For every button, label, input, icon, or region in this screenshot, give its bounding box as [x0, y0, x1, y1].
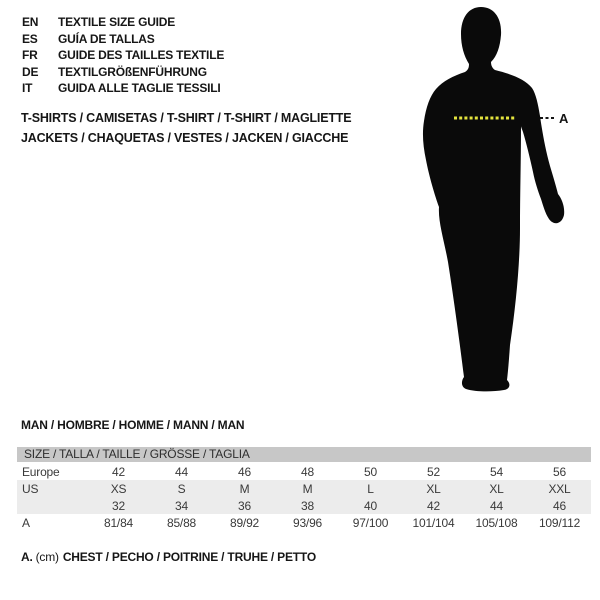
size-cell: 32 [112, 498, 125, 513]
size-cell: S [177, 481, 186, 496]
language-code: FR [22, 48, 38, 63]
table-row-chest-cm [17, 514, 591, 531]
size-cell: XS [110, 481, 127, 496]
language-code: EN [22, 15, 39, 29]
language-label: GUIDE DES TAILLES TEXTILE [58, 48, 225, 63]
size-cell: 89/92 [229, 515, 260, 530]
category-tshirts: T-SHIRTS / CAMISETAS / T-SHIRT / T-SHIRT / MAGLIETTE [21, 111, 352, 125]
size-cell: XL [489, 481, 504, 496]
language-row-it [22, 80, 224, 97]
footnote-measure-letter: A. [21, 550, 33, 564]
language-row-de [22, 64, 224, 81]
size-cell: 46 [238, 464, 251, 479]
row-label: Europe [22, 464, 60, 479]
language-label: GUIDA ALLE TAGLIE TESSILI [58, 81, 221, 96]
language-row-en [22, 14, 224, 31]
size-cell: XL [426, 481, 441, 496]
man-silhouette-figure [398, 0, 600, 400]
size-cell: 101/104 [412, 515, 455, 530]
size-cell: 93/96 [292, 515, 323, 530]
language-code: ES [22, 31, 38, 46]
size-table [17, 447, 591, 531]
footnote-unit: (cm) [35, 550, 59, 564]
size-cell: 38 [301, 498, 314, 513]
language-label: TEXTILE SIZE GUIDE [58, 15, 176, 29]
language-list [22, 14, 224, 97]
size-cell: 50 [364, 464, 377, 479]
size-cell: 105/108 [475, 515, 518, 530]
language-code: DE [22, 64, 39, 79]
size-table-header: SIZE / TALLA / TAILLE / GRÖSSE / TAGLIA [17, 447, 591, 462]
size-cell: 97/100 [352, 515, 389, 530]
size-cell: 54 [490, 464, 503, 479]
measurement-footnote [21, 550, 316, 564]
gender-label: MAN / HOMBRE / HOMME / MANN / MAN [21, 418, 245, 432]
table-row-us-numbers [17, 497, 591, 514]
language-code: IT [22, 81, 33, 96]
size-cell: 36 [238, 498, 251, 513]
size-cell: M [302, 481, 313, 496]
chest-measure-label-a: A [559, 111, 569, 126]
language-label: TEXTILGRÖßENFÜHRUNG [58, 64, 207, 79]
man-silhouette-svg [398, 0, 600, 400]
size-cell: 44 [490, 498, 503, 513]
size-cell: 109/112 [538, 515, 581, 530]
man-silhouette-shape [423, 7, 564, 391]
size-cell: XXL [548, 481, 571, 496]
row-label: A [22, 515, 30, 530]
size-cell: M [239, 481, 250, 496]
size-cell: 42 [112, 464, 125, 479]
language-row-es [22, 31, 224, 48]
language-label: GUÍA DE TALLAS [58, 31, 155, 46]
garment-categories [21, 108, 351, 148]
size-cell: 56 [553, 464, 566, 479]
row-label: US [22, 481, 39, 496]
table-row-europe [17, 463, 591, 480]
size-cell: 46 [553, 498, 566, 513]
size-cell: 52 [427, 464, 440, 479]
size-cell: 34 [175, 498, 188, 513]
size-cell: 42 [427, 498, 440, 513]
language-row-fr [22, 47, 224, 64]
size-cell: 48 [301, 464, 314, 479]
category-jackets: JACKETS / CHAQUETAS / VESTES / JACKEN / GIACCHE [21, 131, 349, 145]
size-cell: 81/84 [103, 515, 134, 530]
table-row-us-letters [17, 480, 591, 497]
size-cell: 44 [175, 464, 188, 479]
footnote-label: CHEST / PECHO / POITRINE / TRUHE / PETTO [62, 550, 316, 564]
size-cell: L [367, 481, 374, 496]
size-cell: 85/88 [166, 515, 197, 530]
size-cell: 40 [364, 498, 377, 513]
